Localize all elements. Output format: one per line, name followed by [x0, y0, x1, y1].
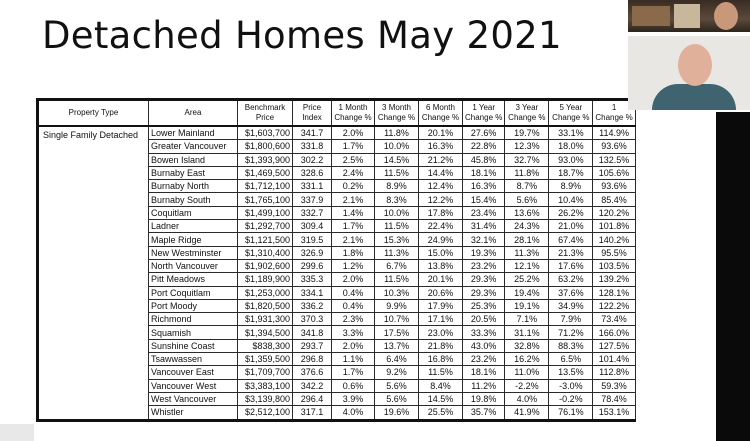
header-area: Area [149, 100, 238, 127]
table-cell: 9.2% [375, 366, 419, 379]
property-type-cell: Single Family Detached [38, 126, 149, 420]
table-cell: 332.7 [293, 206, 332, 219]
table-cell: 10.4% [549, 193, 593, 206]
table-cell: 93.6% [593, 180, 635, 193]
table-cell: 5.6% [505, 193, 549, 206]
table-cell: 13.7% [375, 339, 419, 352]
table-cell: 10.0% [375, 206, 419, 219]
dark-side-panel [716, 112, 750, 441]
table-cell: 12.2% [419, 193, 463, 206]
area-name-cell: Tsawwassen [149, 353, 238, 366]
table-cell: $1,253,000 [238, 286, 293, 299]
header-3-month-change: 3 Month Change % [375, 100, 419, 127]
table-cell: -3.0% [549, 379, 593, 392]
table-cell: $1,902,600 [238, 259, 293, 272]
table-cell: 11.3% [375, 246, 419, 259]
table-cell: 19.1% [505, 299, 549, 312]
table-cell: 370.3 [293, 313, 332, 326]
table-cell: 16.3% [463, 180, 505, 193]
table-cell: 8.4% [419, 379, 463, 392]
table-cell: 341.8 [293, 326, 332, 339]
table-cell: 23.2% [463, 259, 505, 272]
area-name-cell: Greater Vancouver [149, 140, 238, 153]
table-cell: 13.8% [419, 259, 463, 272]
table-cell: 2.0% [332, 273, 375, 286]
area-name-cell: Bowen Island [149, 153, 238, 166]
table-cell: 10.3% [375, 286, 419, 299]
table-cell: $1,189,900 [238, 273, 293, 286]
table-cell: 140.2% [593, 233, 635, 246]
table-cell: $1,359,500 [238, 353, 293, 366]
table-cell: 35.7% [463, 406, 505, 420]
area-name-cell: Burnaby South [149, 193, 238, 206]
table-cell: 166.0% [593, 326, 635, 339]
table-cell: 0.2% [332, 180, 375, 193]
table-cell: 8.9% [375, 180, 419, 193]
table-cell: $1,310,400 [238, 246, 293, 259]
table-cell: 23.2% [463, 353, 505, 366]
table-cell: 6.5% [549, 353, 593, 366]
table-cell: 120.2% [593, 206, 635, 219]
table-cell: 24.9% [419, 233, 463, 246]
table-cell: 88.3% [549, 339, 593, 352]
table-cell: 24.3% [505, 220, 549, 233]
area-name-cell: Sunshine Coast [149, 339, 238, 352]
table-cell: 15.4% [463, 193, 505, 206]
area-name-cell: Vancouver West [149, 379, 238, 392]
table-cell: 19.8% [463, 392, 505, 405]
table-cell: 71.2% [549, 326, 593, 339]
table-cell: 337.9 [293, 193, 332, 206]
table-cell: 31.4% [463, 220, 505, 233]
table-cell: 23.4% [463, 206, 505, 219]
table-cell: 139.2% [593, 273, 635, 286]
area-name-cell: North Vancouver [149, 259, 238, 272]
table-cell: 17.1% [419, 313, 463, 326]
table-cell: 2.0% [332, 126, 375, 140]
table-cell: 19.3% [463, 246, 505, 259]
area-name-cell: Burnaby East [149, 166, 238, 179]
table-cell: 4.0% [332, 406, 375, 420]
table-cell: 76.1% [549, 406, 593, 420]
table-cell: 153.1% [593, 406, 635, 420]
table-cell: 19.6% [375, 406, 419, 420]
table-cell: 34.9% [549, 299, 593, 312]
table-cell: 20.1% [419, 126, 463, 140]
table-cell: 20.6% [419, 286, 463, 299]
table-cell: 14.4% [419, 166, 463, 179]
table-cell: 13.5% [549, 366, 593, 379]
table-cell: 18.1% [463, 366, 505, 379]
table-cell: $1,800,600 [238, 140, 293, 153]
table-cell: 309.4 [293, 220, 332, 233]
table-cell: 331.1 [293, 180, 332, 193]
header-6-month-change: 6 Month Change % [419, 100, 463, 127]
table-cell: $1,499,100 [238, 206, 293, 219]
area-name-cell: Port Coquitlam [149, 286, 238, 299]
table-cell: 21.8% [419, 339, 463, 352]
table-cell: 26.2% [549, 206, 593, 219]
table-cell: 105.6% [593, 166, 635, 179]
table-cell: 11.8% [375, 126, 419, 140]
table-cell: 22.4% [419, 220, 463, 233]
table-cell: $1,709,700 [238, 366, 293, 379]
table-cell: 2.5% [332, 153, 375, 166]
table-cell: 11.2% [463, 379, 505, 392]
table-cell: 1.7% [332, 220, 375, 233]
table-cell: 299.6 [293, 259, 332, 272]
header-1-month-change: 1 Month Change % [332, 100, 375, 127]
table-cell: 29.3% [463, 286, 505, 299]
table-cell: 13.6% [505, 206, 549, 219]
table-cell: 7.9% [549, 313, 593, 326]
table-cell: 37.6% [549, 286, 593, 299]
area-name-cell: Burnaby North [149, 180, 238, 193]
table-cell: 17.5% [375, 326, 419, 339]
table-cell: 2.4% [332, 166, 375, 179]
table-cell: 1.7% [332, 366, 375, 379]
header-property-type: Property Type [38, 100, 149, 127]
table-cell: 331.8 [293, 140, 332, 153]
table-cell: 2.3% [332, 313, 375, 326]
table-cell: 101.8% [593, 220, 635, 233]
webcam-thumbnail-presenter[interactable] [628, 36, 750, 110]
table-cell: 114.9% [593, 126, 635, 140]
bookshelf [632, 6, 670, 26]
table-cell: 9.9% [375, 299, 419, 312]
table-cell: 41.9% [505, 406, 549, 420]
table-cell: 67.4% [549, 233, 593, 246]
table-cell: 93.6% [593, 140, 635, 153]
table-cell: $1,292,700 [238, 220, 293, 233]
table-cell: $1,393,900 [238, 153, 293, 166]
table-cell: 342.2 [293, 379, 332, 392]
slide-edge [0, 424, 34, 441]
table-cell: $1,394,500 [238, 326, 293, 339]
area-name-cell: West Vancouver [149, 392, 238, 405]
table-cell: 15.3% [375, 233, 419, 246]
area-name-cell: Vancouver East [149, 366, 238, 379]
table-cell: 328.6 [293, 166, 332, 179]
table-cell: 12.4% [419, 180, 463, 193]
table-cell: 20.5% [463, 313, 505, 326]
table-cell: $1,820,500 [238, 299, 293, 312]
header-5-year-change: 5 Year Change % [549, 100, 593, 127]
table-cell: 10.0% [375, 140, 419, 153]
header-benchmark-price: Benchmark Price [238, 100, 293, 127]
table-cell: 11.8% [505, 166, 549, 179]
table-cell: 85.4% [593, 193, 635, 206]
table-cell: 5.6% [375, 379, 419, 392]
table-cell: 112.8% [593, 366, 635, 379]
table-cell: 17.9% [419, 299, 463, 312]
table-cell: 22.8% [463, 140, 505, 153]
table-cell: 4.0% [505, 392, 549, 405]
area-name-cell: Ladner [149, 220, 238, 233]
table-cell: 128.1% [593, 286, 635, 299]
table-cell: 59.3% [593, 379, 635, 392]
table-cell: 122.2% [593, 299, 635, 312]
table-cell: 33.3% [463, 326, 505, 339]
table-cell: 376.6 [293, 366, 332, 379]
table-cell: 293.7 [293, 339, 332, 352]
table-cell: 32.1% [463, 233, 505, 246]
table-cell: 326.9 [293, 246, 332, 259]
presenter-head [678, 44, 712, 86]
table-cell: 334.1 [293, 286, 332, 299]
table-header-row [38, 100, 636, 127]
area-name-cell: Richmond [149, 313, 238, 326]
table-cell: 18.0% [549, 140, 593, 153]
table-cell: $3,139,800 [238, 392, 293, 405]
table-cell: $1,931,300 [238, 313, 293, 326]
area-name-cell: Lower Mainland [149, 126, 238, 140]
area-name-cell: Coquitlam [149, 206, 238, 219]
table-cell: 25.3% [463, 299, 505, 312]
area-name-cell: Whistler [149, 406, 238, 420]
table-cell: 16.8% [419, 353, 463, 366]
table-cell: 12.1% [505, 259, 549, 272]
table-cell: 73.4% [593, 313, 635, 326]
table-cell: 18.7% [549, 166, 593, 179]
table-cell: $2,512,100 [238, 406, 293, 420]
table-cell: 25.2% [505, 273, 549, 286]
table-cell: 93.0% [549, 153, 593, 166]
table-cell: 336.2 [293, 299, 332, 312]
table-cell: 1.7% [332, 140, 375, 153]
table-cell: 3.3% [332, 326, 375, 339]
table-cell: 10.7% [375, 313, 419, 326]
table-cell: 11.0% [505, 366, 549, 379]
table-cell: 11.5% [375, 166, 419, 179]
table-cell: 6.7% [375, 259, 419, 272]
table-cell: 2.1% [332, 233, 375, 246]
table-cell: 335.3 [293, 273, 332, 286]
table-cell: 19.7% [505, 126, 549, 140]
table-cell: 7.1% [505, 313, 549, 326]
table-cell: 29.3% [463, 273, 505, 286]
area-name-cell: Port Moody [149, 299, 238, 312]
slide-title: Detached Homes May 2021 [42, 14, 562, 57]
table-cell: 296.8 [293, 353, 332, 366]
header-price-index: Price Index [293, 100, 332, 127]
table-cell: 32.7% [505, 153, 549, 166]
table-cell: 23.0% [419, 326, 463, 339]
table-cell: 21.2% [419, 153, 463, 166]
table-cell: 319.5 [293, 233, 332, 246]
table-cell: 14.5% [375, 153, 419, 166]
webcam-thumbnail-top[interactable] [628, 0, 750, 32]
presenter-body [652, 84, 736, 110]
table-cell: 21.0% [549, 220, 593, 233]
header-10-year-change: 1 Change % [593, 100, 635, 127]
table-cell: 302.2 [293, 153, 332, 166]
table-cell: 11.5% [419, 366, 463, 379]
table-cell: 317.1 [293, 406, 332, 420]
table-cell: 1.4% [332, 206, 375, 219]
table-row [38, 126, 636, 140]
table-cell: 31.1% [505, 326, 549, 339]
table-cell: 0.4% [332, 299, 375, 312]
table-cell: 19.4% [505, 286, 549, 299]
table-cell: 8.3% [375, 193, 419, 206]
table-cell: $838,300 [238, 339, 293, 352]
table-cell: 0.4% [332, 286, 375, 299]
area-name-cell: Squamish [149, 326, 238, 339]
area-name-cell: Pitt Meadows [149, 273, 238, 286]
table-cell: 17.8% [419, 206, 463, 219]
table-cell: 20.1% [419, 273, 463, 286]
table-cell: 8.7% [505, 180, 549, 193]
table-cell: 296.4 [293, 392, 332, 405]
table-cell: 33.1% [549, 126, 593, 140]
table-cell: 25.5% [419, 406, 463, 420]
table-cell: 27.6% [463, 126, 505, 140]
table-cell: 18.1% [463, 166, 505, 179]
table-cell: 14.5% [419, 392, 463, 405]
table-cell: 15.0% [419, 246, 463, 259]
table-cell: 95.5% [593, 246, 635, 259]
table-cell: $1,121,500 [238, 233, 293, 246]
table-cell: $1,765,100 [238, 193, 293, 206]
area-name-cell: New Westminster [149, 246, 238, 259]
table-cell: 2.1% [332, 193, 375, 206]
table-cell: 1.1% [332, 353, 375, 366]
table-cell: 45.8% [463, 153, 505, 166]
table-cell: 5.6% [375, 392, 419, 405]
table-cell: 17.6% [549, 259, 593, 272]
table-cell: 16.3% [419, 140, 463, 153]
table-cell: $1,469,500 [238, 166, 293, 179]
table-cell: 21.3% [549, 246, 593, 259]
benchmark-price-table [36, 98, 636, 422]
table-cell: 2.0% [332, 339, 375, 352]
table-cell: 341.7 [293, 126, 332, 140]
header-1-year-change: 1 Year Change % [463, 100, 505, 127]
table-cell: 11.5% [375, 220, 419, 233]
table-cell: 3.9% [332, 392, 375, 405]
table-cell: 12.3% [505, 140, 549, 153]
table-cell: 8.9% [549, 180, 593, 193]
table-cell: 11.5% [375, 273, 419, 286]
table-cell: 0.6% [332, 379, 375, 392]
table-cell: 78.4% [593, 392, 635, 405]
table-cell: 32.8% [505, 339, 549, 352]
table-cell: 43.0% [463, 339, 505, 352]
table-cell: 11.3% [505, 246, 549, 259]
table-cell: 6.4% [375, 353, 419, 366]
table-cell: 28.1% [505, 233, 549, 246]
table-cell: 132.5% [593, 153, 635, 166]
table-cell: 103.5% [593, 259, 635, 272]
header-3-year-change: 3 Year Change % [505, 100, 549, 127]
area-name-cell: Maple Ridge [149, 233, 238, 246]
participant-face [714, 2, 738, 30]
table-cell: 1.2% [332, 259, 375, 272]
table-cell: $1,712,100 [238, 180, 293, 193]
table-cell: 1.8% [332, 246, 375, 259]
table-cell: $3,383,100 [238, 379, 293, 392]
table-cell: 16.2% [505, 353, 549, 366]
table-cell: 127.5% [593, 339, 635, 352]
table-cell: 101.4% [593, 353, 635, 366]
table-cell: -0.2% [549, 392, 593, 405]
table-cell: -2.2% [505, 379, 549, 392]
table-cell: 63.2% [549, 273, 593, 286]
table-cell: $1,603,700 [238, 126, 293, 140]
background-object [674, 4, 700, 28]
